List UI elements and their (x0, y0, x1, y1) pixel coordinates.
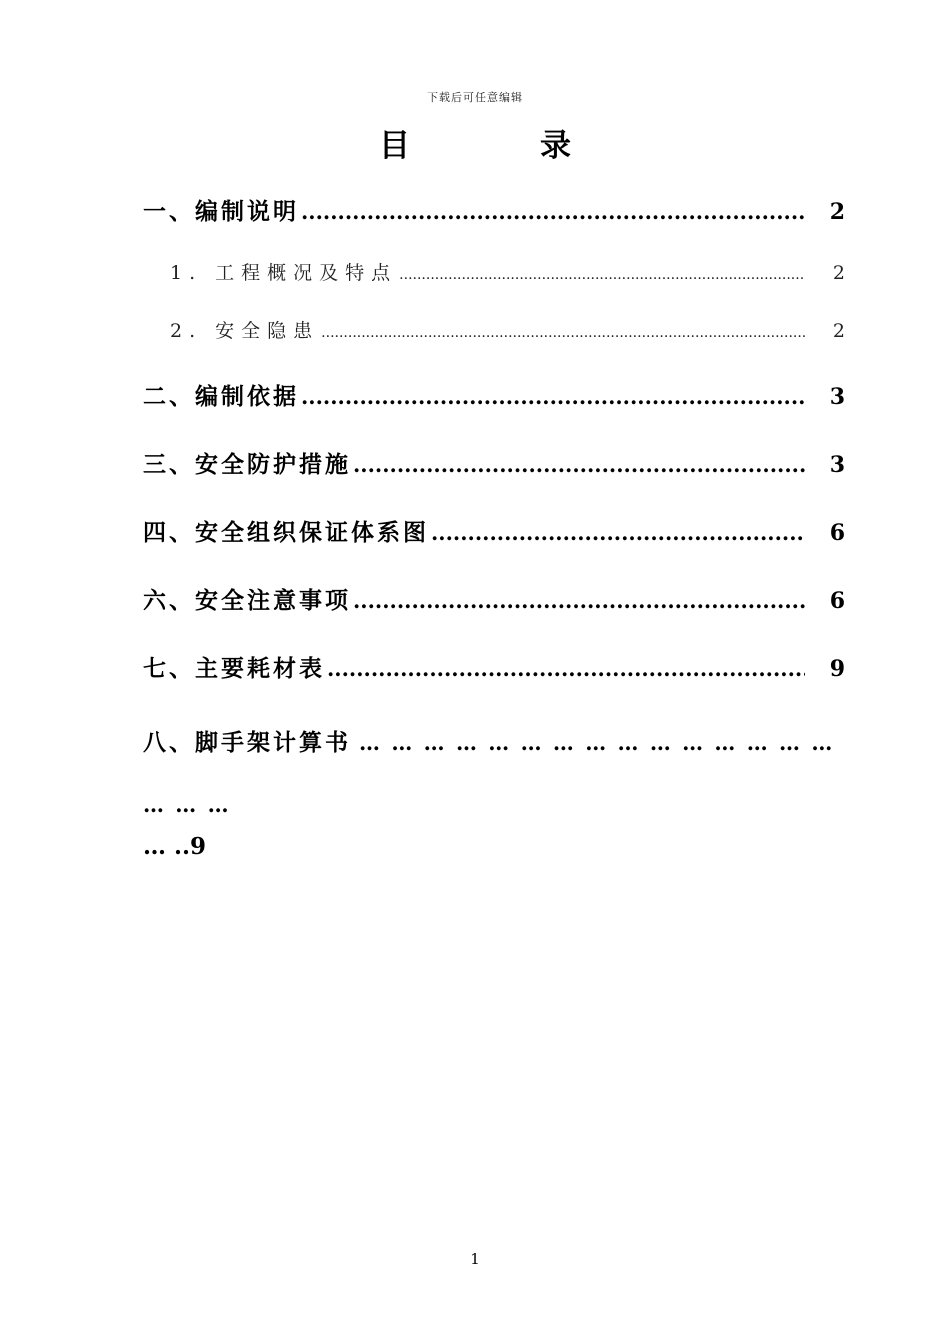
toc-entry-page: 3 (829, 384, 845, 410)
page-title (0, 124, 950, 168)
toc-entry[interactable] (143, 381, 845, 413)
toc-entry-page: 6 (829, 520, 845, 546)
title-char-2: 录 (540, 128, 571, 164)
toc-leader-dots (353, 449, 805, 481)
toc-leader-dots (399, 261, 805, 289)
toc-subentry-label: 1. 工程概况及特点 (170, 262, 398, 284)
toc-entry[interactable] (143, 653, 845, 685)
toc-leader-dots (353, 585, 805, 617)
toc-entry[interactable] (143, 196, 845, 228)
toc-leader-dots (321, 319, 805, 347)
toc-entry-page: 9 (829, 656, 845, 682)
toc-entry-label: 二、编制依据 (143, 383, 299, 410)
toc-entry-label: 六、安全注意事项 (143, 587, 351, 614)
toc-entry-page: 3 (829, 452, 845, 478)
toc-leader-ellipsis: … … … … … … … … … … … … … … … … … … (143, 730, 835, 817)
toc-subentry-label: 2. 安全隐患 (170, 320, 320, 342)
toc-entry-label: 一、编制说明 (143, 198, 299, 225)
footer-page-number: 1 (470, 1250, 480, 1268)
toc-entry[interactable] (143, 585, 845, 617)
toc-entry-label: 三、安全防护措施 (143, 451, 351, 478)
toc-entry-wrapped[interactable] (143, 712, 855, 878)
toc-entry-page-tail: … ..9 (143, 833, 207, 860)
toc-subentry[interactable] (170, 259, 845, 289)
toc-leader-dots (301, 196, 805, 228)
toc-leader-dots (431, 517, 805, 549)
toc-subentry[interactable] (170, 317, 845, 347)
toc-leader-dots (301, 381, 805, 413)
toc-subentry-page: 2 (832, 320, 845, 342)
toc-entry-label: 八、脚手架计算书 (143, 729, 351, 756)
title-char-1: 目 (379, 128, 410, 164)
toc-entry[interactable] (143, 449, 845, 481)
toc-entry-label: 七、主要耗材表 (143, 655, 325, 682)
toc-entry-page: 2 (829, 199, 845, 225)
toc-entry[interactable] (143, 517, 845, 549)
toc-entry-label: 四、安全组织保证体系图 (143, 519, 429, 546)
toc-entry-page: 6 (829, 588, 845, 614)
toc-leader-dots (327, 653, 805, 685)
header-note: 下载后可任意编辑 (427, 91, 523, 104)
toc-subentry-page: 2 (832, 262, 845, 284)
